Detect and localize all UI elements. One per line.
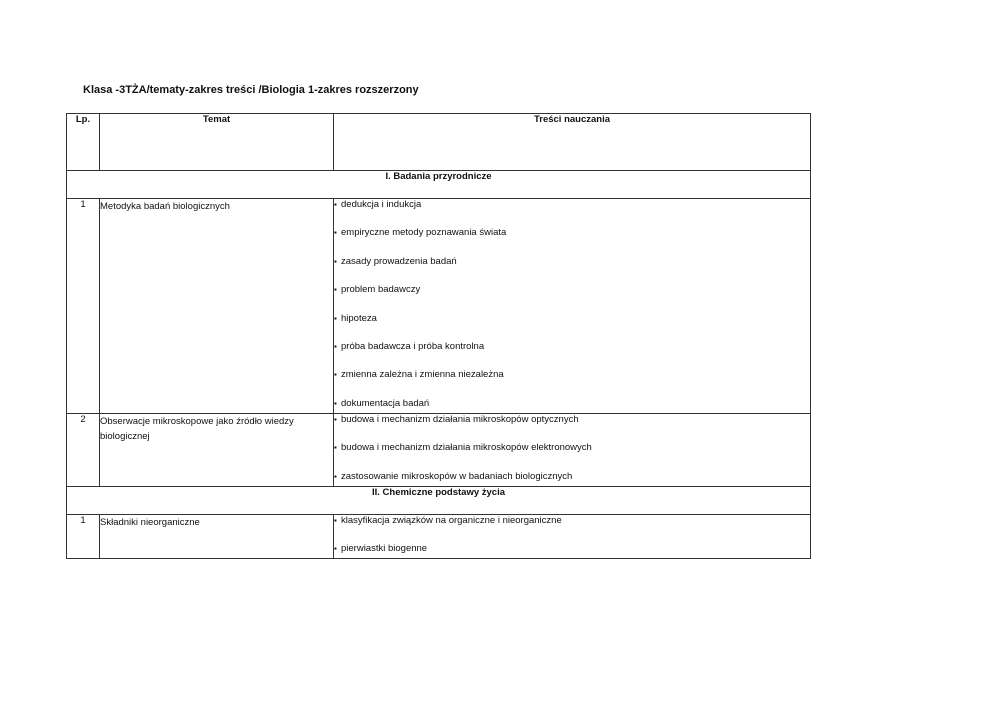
bullet-icon: ▪ bbox=[334, 515, 337, 525]
table-header-row bbox=[67, 114, 811, 171]
bullet-icon: ▪ bbox=[334, 543, 337, 553]
header-temat: Temat bbox=[100, 114, 334, 171]
row-content bbox=[334, 413, 811, 486]
row-content bbox=[334, 514, 811, 558]
row-topic: Składniki nieorganiczne bbox=[100, 514, 334, 558]
table-row bbox=[67, 199, 811, 414]
bullet-icon: ▪ bbox=[334, 471, 337, 481]
section-row bbox=[67, 486, 811, 514]
list-item: ▪ dedukcja i indukcja bbox=[334, 199, 422, 210]
section-row bbox=[67, 171, 811, 199]
header-tresci: Treści nauczania bbox=[334, 114, 811, 171]
bullet-icon: ▪ bbox=[334, 285, 337, 295]
content-list bbox=[334, 199, 810, 413]
list-item: ▪ hipoteza bbox=[334, 312, 377, 324]
list-item: ▪ zmienna zależna i zmienna niezależna bbox=[334, 369, 504, 381]
list-item: ▪ klasyfikacja związków na organiczne i nieorganiczne bbox=[334, 514, 562, 526]
row-content bbox=[334, 199, 811, 414]
list-item: ▪ zasady prowadzenia badań bbox=[334, 255, 457, 267]
bullet-icon: ▪ bbox=[334, 200, 337, 209]
row-topic: Obserwacje mikroskopowe jako źródło wiedzy biologicznej bbox=[100, 413, 334, 486]
bullet-icon: ▪ bbox=[334, 443, 337, 453]
header-lp: Lp. bbox=[67, 114, 100, 171]
list-item: ▪ zastosowanie mikroskopów w badaniach biologicznych bbox=[334, 470, 573, 482]
row-lp: 1 bbox=[67, 514, 100, 558]
bullet-icon: ▪ bbox=[334, 341, 337, 351]
table-row bbox=[67, 514, 811, 558]
row-lp: 2 bbox=[67, 413, 100, 486]
bullet-icon: ▪ bbox=[334, 414, 337, 424]
row-topic: Metodyka badań biologicznych bbox=[100, 199, 334, 414]
list-item: ▪ problem badawczy bbox=[334, 284, 421, 296]
section-title: I. Badania przyrodnicze bbox=[67, 171, 811, 199]
row-lp: 1 bbox=[67, 199, 100, 414]
list-item: ▪ pierwiastki biogenne bbox=[334, 542, 428, 554]
section-title: II. Chemiczne podstawy życia bbox=[67, 486, 811, 514]
list-item: ▪ empiryczne metody poznawania świata bbox=[334, 227, 507, 239]
list-item: ▪ dokumentacja badań bbox=[334, 397, 430, 409]
list-item: ▪ budowa i mechanizm działania mikroskopów elektronowych bbox=[334, 442, 592, 454]
bullet-icon: ▪ bbox=[334, 313, 337, 323]
content-list bbox=[334, 515, 810, 558]
list-item: ▪ budowa i mechanizm działania mikroskopów optycznych bbox=[334, 413, 579, 425]
content-list bbox=[334, 414, 810, 486]
list-item: ▪ próba badawcza i próba kontrolna bbox=[334, 340, 485, 352]
bullet-icon: ▪ bbox=[334, 256, 337, 266]
bullet-icon: ▪ bbox=[334, 398, 337, 408]
document-title: Klasa -3TŻA/tematy-zakres treści /Biologia 1-zakres rozszerzony bbox=[83, 84, 419, 96]
bullet-icon: ▪ bbox=[334, 228, 337, 238]
curriculum-table bbox=[66, 113, 811, 559]
bullet-icon: ▪ bbox=[334, 370, 337, 380]
table-row bbox=[67, 413, 811, 486]
